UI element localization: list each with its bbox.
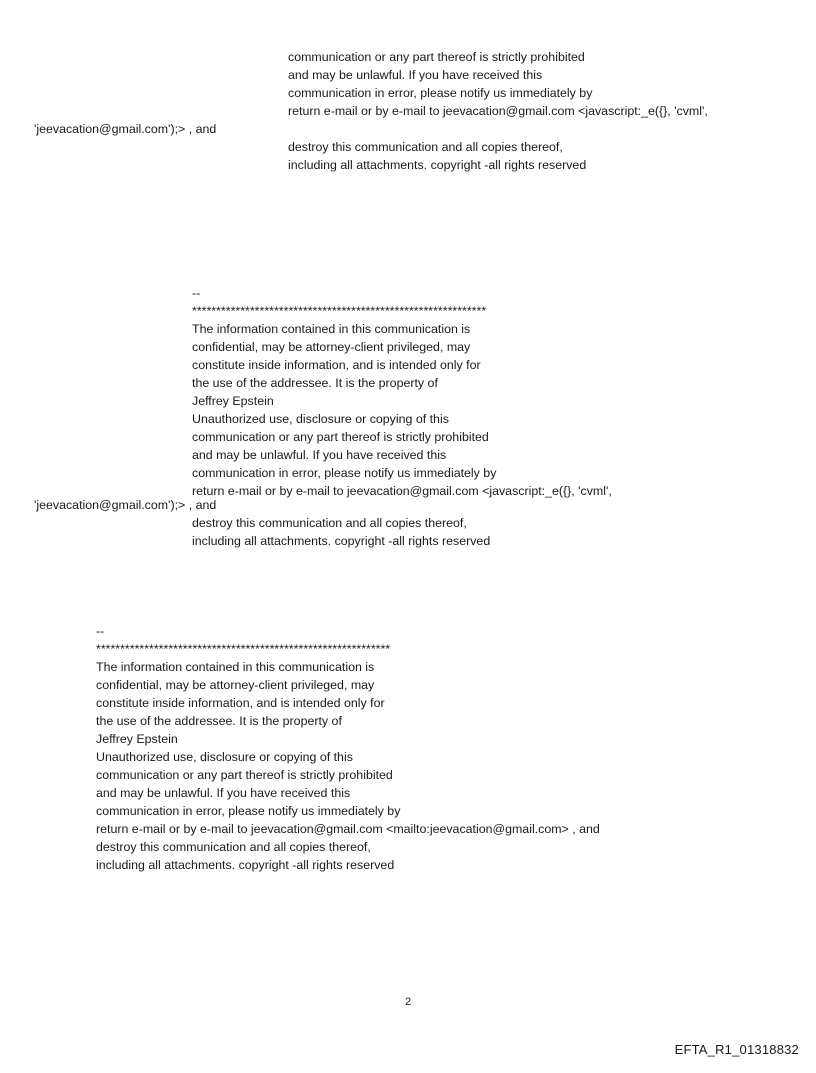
text-line: including all attachments. copyright -all rights reserved [288, 158, 587, 172]
text-line: Jeffrey Epstein [192, 394, 274, 408]
text-line: constitute inside information, and is intended only for [96, 696, 385, 710]
section1-lines-b [288, 138, 586, 174]
separator-stars: ************************************************************* [96, 642, 391, 656]
text-line: the use of the addressee. It is the property of [96, 714, 342, 728]
text-line: communication or any part thereof is strictly prohibited [192, 430, 489, 444]
text-line: communication in error, please notify us immediately by [288, 86, 593, 100]
section2-wrap-line: 'jeevacation@gmail.com');> , and [34, 498, 217, 512]
text-line: and may be unlawful. If you have received this [96, 786, 351, 800]
text-line: communication in error, please notify us immediately by [96, 804, 401, 818]
section2-disclaimer [192, 284, 612, 500]
text-line: destroy this communication and all copies thereof, [192, 516, 467, 530]
text-line: and may be unlawful. If you have received this [192, 448, 447, 462]
separator-dashes: -- [192, 286, 201, 300]
section3-disclaimer [96, 622, 600, 874]
section1-lines-a [288, 48, 708, 120]
separator-stars: ************************************************************* [192, 304, 487, 318]
text-line: return e-mail or by e-mail to jeevacation@gmail.com <javascript:_e({}, 'cvml', [288, 104, 708, 118]
section1-wrap-line: 'jeevacation@gmail.com');> , and [34, 122, 217, 136]
text-line: confidential, may be attorney-client privileged, may [96, 678, 375, 692]
text-line: The information contained in this communication is [192, 322, 471, 336]
text-line: including all attachments. copyright -all rights reserved [96, 858, 395, 872]
text-line: The information contained in this communication is [96, 660, 375, 674]
text-line: Unauthorized use, disclosure or copying of this [192, 412, 449, 426]
text-line: the use of the addressee. It is the property of [192, 376, 438, 390]
section2-lines-b [192, 514, 490, 550]
text-line: confidential, may be attorney-client privileged, may [192, 340, 471, 354]
text-line: and may be unlawful. If you have received this [288, 68, 543, 82]
text-line: destroy this communication and all copies thereof, [288, 140, 563, 154]
text-line: including all attachments. copyright -all rights reserved [192, 534, 491, 548]
text-line: destroy this communication and all copies thereof, [96, 840, 371, 854]
text-line: Unauthorized use, disclosure or copying of this [96, 750, 353, 764]
separator-dashes: -- [96, 624, 105, 638]
page-number: 2 [404, 996, 412, 1008]
text-line: communication or any part thereof is strictly prohibited [96, 768, 393, 782]
text-line: communication in error, please notify us immediately by [192, 466, 497, 480]
text-line: communication or any part thereof is strictly prohibited [288, 50, 585, 64]
document-id: EFTA_R1_01318832 [674, 1042, 799, 1057]
text-line: constitute inside information, and is intended only for [192, 358, 481, 372]
text-line: return e-mail or by e-mail to jeevacation@gmail.com <mailto:jeevacation@gmail.com> , and [96, 822, 600, 836]
text-line: Jeffrey Epstein [96, 732, 178, 746]
text-line: return e-mail or by e-mail to jeevacation@gmail.com <javascript:_e({}, 'cvml', [192, 484, 612, 498]
